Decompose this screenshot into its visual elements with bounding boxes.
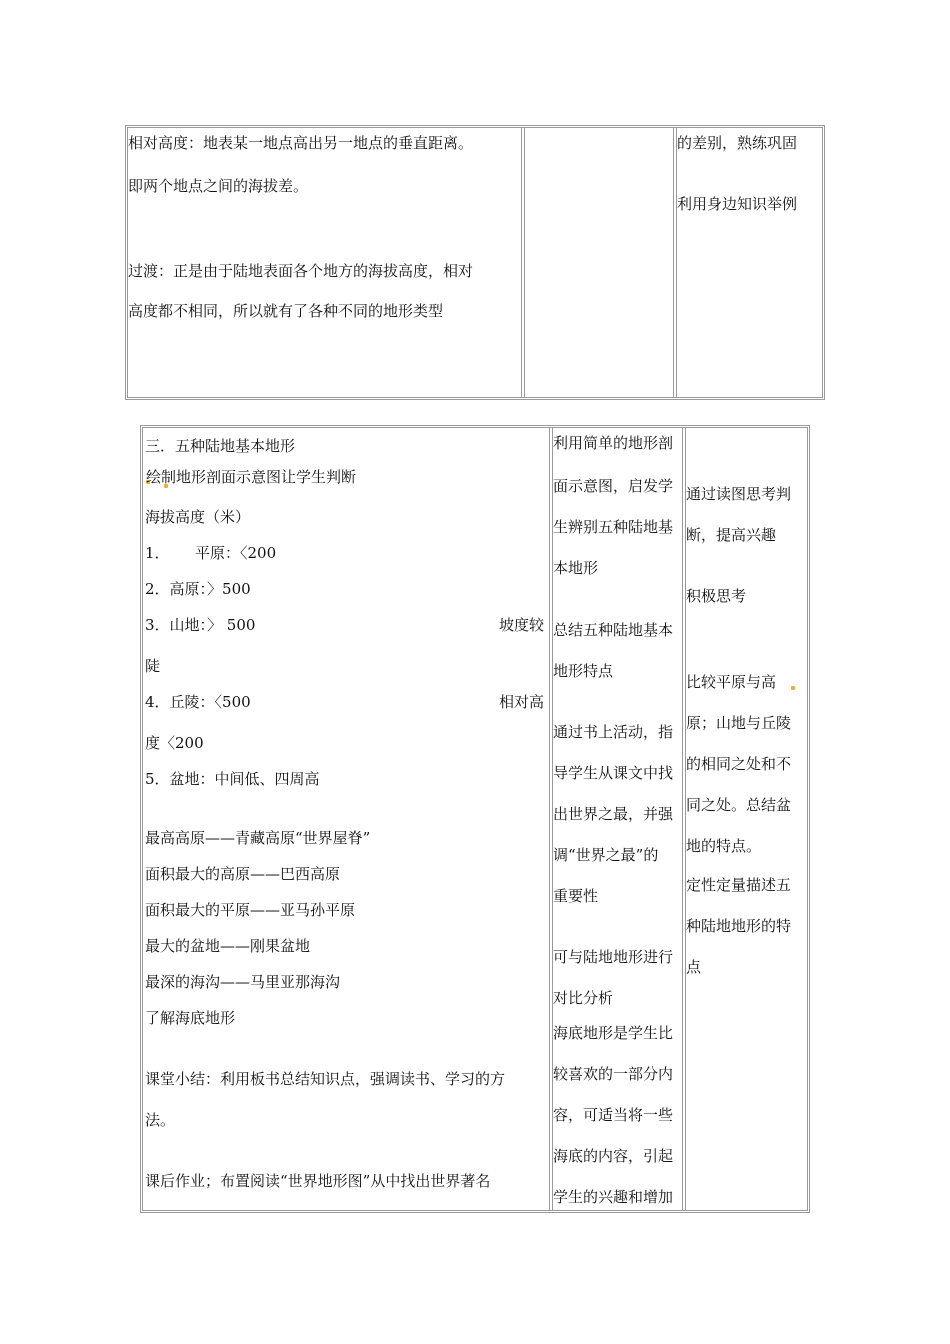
text-line: 了解海底地形 xyxy=(145,1009,236,1027)
method-line: 总结五种陆地基本 xyxy=(553,621,674,639)
method-line: 对比分析 xyxy=(553,989,614,1007)
lesson-table-part1 xyxy=(125,125,825,400)
method-line: 通过书上活动，指 xyxy=(553,723,674,741)
list-item: 2．高原：〉500 xyxy=(145,580,251,598)
method-line: 利用简单的地形剖 xyxy=(553,434,674,452)
list-item: 坡度较 xyxy=(499,616,545,634)
lesson-table-part2 xyxy=(140,425,810,1213)
list-item: 5．盆地：中间低、四周高 xyxy=(145,770,320,788)
intent-line: 比较平原与高 xyxy=(686,673,777,691)
intent-line: 通过读图思考判 xyxy=(686,485,792,503)
list-number: 1． xyxy=(145,544,170,562)
fact-line: 面积最大的平原——亚马孙平原 xyxy=(145,901,356,919)
intent-line: 断，提高兴趣 xyxy=(686,526,777,544)
summary-line: 课堂小结：利用板书总结知识点，强调读书、学习的方 xyxy=(145,1070,506,1088)
method-line: 海底的内容，引起 xyxy=(553,1147,674,1165)
intent-cell xyxy=(677,128,822,397)
text-line: 绘制地形剖面示意图让学生判断 xyxy=(146,468,357,486)
method-line: 调“世界之最”的 xyxy=(553,846,659,864)
text-line: 相对高度：地表某一地点高出另一地点的垂直距离。 xyxy=(128,134,474,152)
list-item: 3．山地：〉 500 xyxy=(145,616,256,634)
intent-line: 点 xyxy=(686,958,702,976)
method-line: 导学生从课文中找 xyxy=(553,764,674,782)
method-line: 海底地形是学生比 xyxy=(553,1024,674,1042)
text-line: 高度都不相同，所以就有了各种不同的地形类型 xyxy=(128,302,444,320)
summary-line: 法。 xyxy=(145,1111,176,1129)
intent-line: 种陆地地形的特 xyxy=(686,917,792,935)
intent-line: 地的特点。 xyxy=(686,837,762,855)
fact-line: 最深的海沟——马里亚那海沟 xyxy=(145,973,341,991)
method-cell xyxy=(553,428,682,1210)
method-line: 较喜欢的一部分内 xyxy=(553,1065,674,1083)
method-line: 地形特点 xyxy=(553,662,614,680)
list-item: 4．丘陵：〈500 xyxy=(145,693,251,711)
list-item: 陡 xyxy=(145,657,161,675)
intent-line: 积极思考 xyxy=(686,587,747,605)
intent-line: 原；山地与丘陵 xyxy=(686,714,792,732)
text-line: 即两个地点之间的海拔差。 xyxy=(128,177,309,195)
homework-line: 课后作业；布置阅读“世界地形图”从中找出世界著名 xyxy=(145,1172,491,1190)
text-line: 过渡：正是由于陆地表面各个地方的海拔高度，相对 xyxy=(128,262,474,280)
fact-line: 最大的盆地——刚果盆地 xyxy=(145,937,311,955)
text-line: 海拔高度（米） xyxy=(145,508,251,526)
intent-cell xyxy=(686,428,807,1210)
method-cell xyxy=(525,128,673,397)
method-line: 本地形 xyxy=(553,559,599,577)
method-line: 生辨别五种陆地基 xyxy=(553,518,674,536)
method-line: 面示意图，启发学 xyxy=(553,477,674,495)
intent-line: 同之处。总结盆 xyxy=(686,796,792,814)
method-line: 可与陆地地形进行 xyxy=(553,948,674,966)
section-heading: 三．五种陆地基本地形 xyxy=(145,437,296,455)
list-item: 相对高 xyxy=(499,693,545,711)
content-cell xyxy=(143,428,549,1210)
text-line: 利用身边知识举例 xyxy=(677,195,798,213)
intent-line: 的相同之处和不 xyxy=(686,755,792,773)
list-item: 度〈200 xyxy=(145,734,204,752)
method-line: 学生的兴趣和增加 xyxy=(553,1188,674,1206)
method-line: 出世界之最，并强 xyxy=(553,805,674,823)
list-item: 平原：〈200 xyxy=(195,544,277,562)
method-line: 容，可适当将一些 xyxy=(553,1106,674,1124)
content-cell xyxy=(128,128,521,397)
fact-line: 最高高原——青藏高原“世界屋脊” xyxy=(145,829,371,847)
intent-line: 定性定量描述五 xyxy=(686,876,792,894)
method-line: 重要性 xyxy=(553,887,599,905)
text-line: 的差别，熟练巩固 xyxy=(677,134,798,152)
mark-dot xyxy=(791,686,795,690)
fact-line: 面积最大的高原——巴西高原 xyxy=(145,865,341,883)
